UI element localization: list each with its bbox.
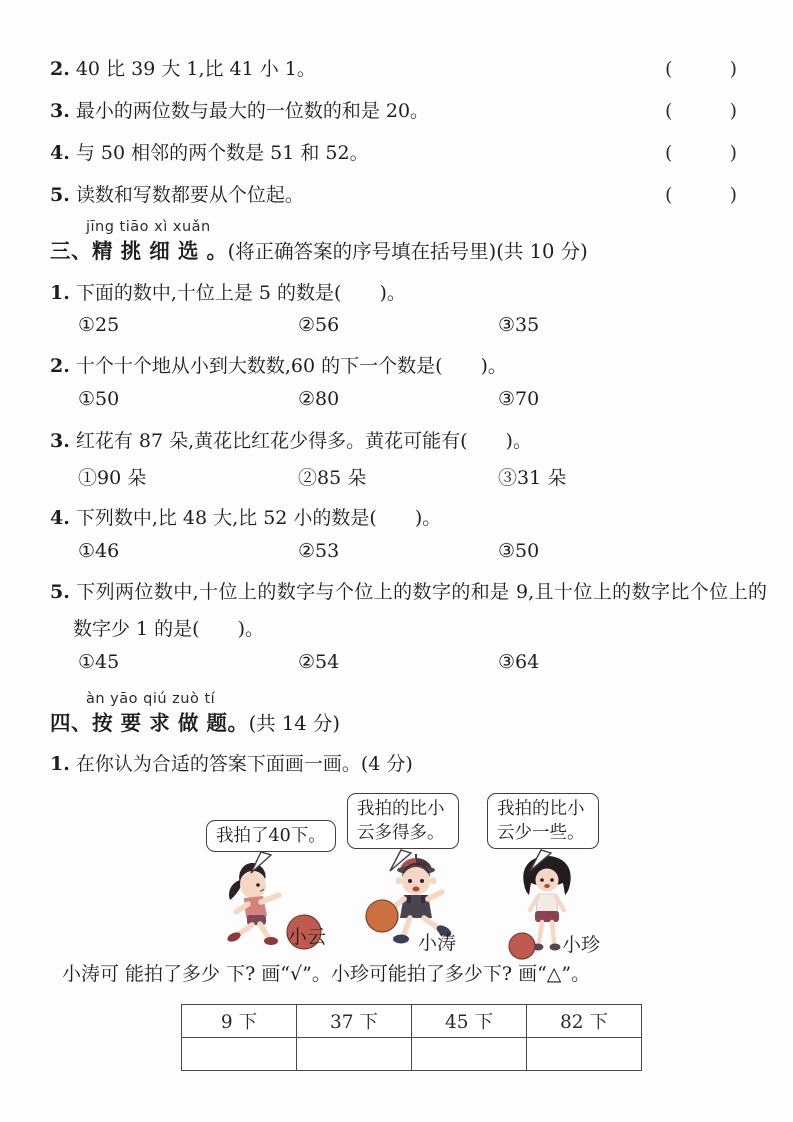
question-4: 4. 下列数中,比 48 大,比 52 小的数是( )。 (50, 507, 442, 529)
speech-bubble-tail (385, 849, 415, 873)
answer-table-header: 37 下 (297, 1005, 412, 1038)
answer-cell[interactable] (182, 1038, 297, 1071)
question-1-options (78, 314, 742, 336)
kid-name-xiaoyun: 小云 (288, 926, 327, 948)
option[interactable]: ②53 (298, 540, 340, 562)
answer-table-header-row (182, 1005, 642, 1038)
speech-bubble-xiaoyun: 我拍了40下。 (206, 820, 336, 852)
answer-brackets[interactable]: ( ) (665, 100, 737, 122)
option[interactable]: ①90 朵 (78, 467, 147, 489)
section4-title: 四、按 要 求 做 题。(共 14 分) (50, 711, 340, 735)
answer-cell[interactable] (412, 1038, 527, 1071)
item-number: 4. (50, 142, 70, 164)
tf-item (50, 141, 737, 166)
question-2-options (78, 388, 742, 410)
kid-name-xiaotao: 小涛 (418, 932, 457, 954)
option[interactable]: ②54 (298, 651, 340, 673)
section3-note: (将正确答案的序号填在括号里)(共 10 分) (227, 240, 588, 263)
answer-table-blank-row (182, 1038, 642, 1071)
basketball-icon (366, 900, 398, 932)
option[interactable]: ③50 (498, 540, 540, 562)
tf-item (50, 99, 737, 124)
tf-statement: 最小的两位数与最大的一位数的和是 20。 (75, 100, 430, 122)
option[interactable]: ③31 朵 (498, 467, 567, 489)
option[interactable]: ①50 (78, 388, 120, 410)
answer-brackets[interactable]: ( ) (665, 142, 737, 164)
answer-table (181, 1004, 642, 1071)
question-5-options (78, 651, 742, 673)
kid-name-xiaozhen: 小珍 (562, 934, 601, 956)
section4-question-1: 1. 在你认为合适的答案下面画一画。(4 分) (50, 753, 413, 775)
tf-statement: 与 50 相邻的两个数是 51 和 52。 (75, 142, 369, 164)
draw-instruction: 小涛可 能拍了多少 下? 画“√”。小珍可能拍了多少下? 画“△”。 (62, 963, 591, 985)
speech-bubble-xiaotao: 我拍的比小云多得多。 (347, 793, 459, 849)
item-number: 5. (50, 184, 70, 206)
tf-item (50, 57, 737, 82)
section3-title: 三、精 挑 细 选 。(将正确答案的序号填在括号里)(共 10 分) (50, 239, 588, 263)
question-3-options (78, 463, 742, 490)
speech-bubble-tail (246, 851, 276, 875)
tf-statement: 读数和写数都要从个位起。 (75, 184, 304, 206)
option[interactable]: ①45 (78, 651, 120, 673)
tf-item (50, 183, 737, 208)
option[interactable]: ②80 (298, 388, 340, 410)
section4-note: (共 14 分) (248, 712, 340, 735)
basketball-icon (509, 933, 535, 959)
question-4-options (78, 540, 742, 562)
question-1: 1. 下面的数中,十位上是 5 的数是( )。 (50, 282, 406, 304)
true-false-block (50, 57, 737, 225)
answer-cell[interactable] (297, 1038, 412, 1071)
section4-pinyin: àn yāo qiú zuò tí (86, 691, 216, 707)
answer-brackets[interactable]: ( ) (665, 58, 737, 80)
xiaotao-figure (352, 850, 482, 960)
answer-table-header: 82 下 (527, 1005, 642, 1038)
speech-bubble-xiaozhen: 我拍的比小云少一些。 (487, 793, 599, 849)
answer-cell[interactable] (527, 1038, 642, 1071)
option[interactable]: ③35 (498, 314, 540, 336)
question-3: 3. 红花有 87 朵,黄花比红花少得多。黄花可能有( )。 (50, 430, 532, 452)
tf-statement: 40 比 39 大 1,比 41 小 1。 (75, 58, 316, 80)
section3-pinyin: jīng tiāo xì xuǎn (86, 219, 211, 235)
question-5: 5. 下列两位数中,十位上的数字与个位上的数字的和是 9,且十位上的数字比个位上的数字少 1 的是( )。 (50, 581, 767, 640)
question-2: 2. 十个十个地从小到大数数,60 的下一个数是( )。 (50, 355, 507, 377)
option[interactable]: ③70 (498, 388, 540, 410)
option[interactable]: ③64 (498, 651, 540, 673)
option[interactable]: ①46 (78, 540, 120, 562)
option[interactable]: ②56 (298, 314, 340, 336)
answer-table-header: 45 下 (412, 1005, 527, 1038)
item-number: 2. (50, 58, 70, 80)
option[interactable]: ①25 (78, 314, 120, 336)
option[interactable]: ②85 朵 (298, 467, 367, 489)
item-number: 3. (50, 100, 70, 122)
speech-bubble-tail (525, 849, 555, 873)
answer-brackets[interactable]: ( ) (665, 184, 737, 206)
answer-table-header: 9 下 (182, 1005, 297, 1038)
